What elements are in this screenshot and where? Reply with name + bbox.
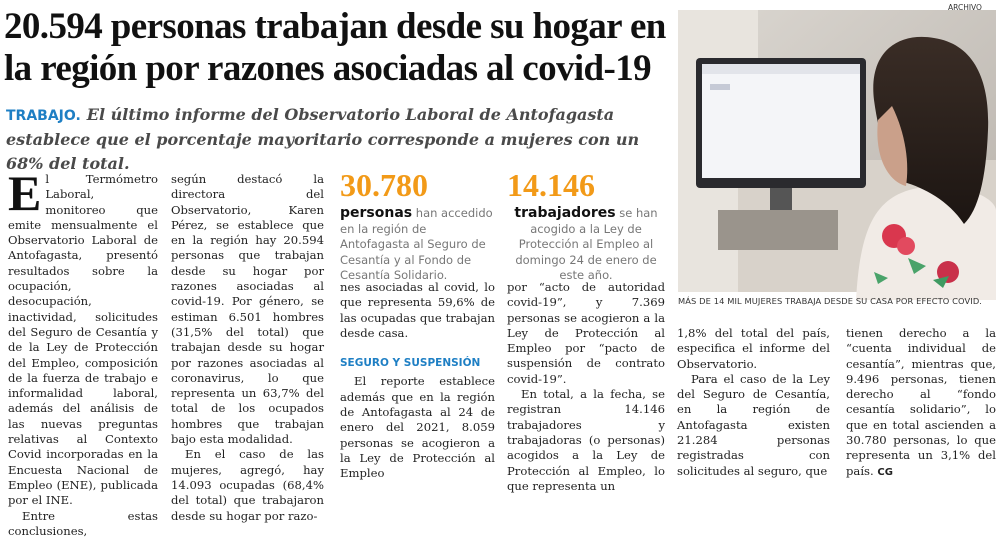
column-2-paragraph-2: En el caso de las mujeres, agregó, hay 14.093 ocupadas (68,4% del total) que trabajaron desde su hogar por razo- <box>171 447 324 523</box>
column-1-paragraph-1: l Termómetro Laboral, monitoreo que emite mensualmente el Observatorio Laboral de Antofagasta, presentó resultados sobre la ocupación, desocupación, inactividad, solicitudes del Seguro de Cesantía y de la Ley de Protección del Empleo, composición de la fuerza de trabajo e informalidad laboral, además del análisis de las nuevas preguntas relativas al Contexto Covid incorporadas en la Encuesta Nacional de Empleo (ENE), publicada por el INE. <box>8 172 158 508</box>
article-column-4 <box>507 280 665 494</box>
stat-text: se han acogido a la Ley de Protección al Empleo al domingo 24 de enero de este año. <box>515 206 658 282</box>
stat-description <box>340 206 496 284</box>
photo-caption: MÁS DE 14 MIL MUJERES TRABAJA DESDE SU CASA POR EFECTO COVID. <box>678 296 983 306</box>
article-column-5 <box>677 326 830 479</box>
column-4-paragraph-2: En total, a la fecha, se registran 14.146 trabajadores y trabajadoras (o personas) acogidos a la Ley de Protección al Empleo, lo que representa un <box>507 387 665 493</box>
article-photo <box>678 10 996 292</box>
stat-bold-label: trabajadores <box>514 205 616 221</box>
column-2-paragraph-1: según destacó la directora del Observatorio, Karen Pérez, se establece que en la región hay 20.594 personas que trabajan desde su hogar por razones asociadas al covid-19. Por género, se estiman 6.501 hombres (31,5% del total) que trabajan desde su hogar por razones asociadas al coronavirus, lo que representa un 63,7% del total de los ocupados hombres que trabajan bajo esta modalidad. <box>171 172 324 447</box>
stat-box-ley-proteccion <box>507 168 665 284</box>
stat-number: 30.780 <box>340 167 428 203</box>
stat-number: 14.146 <box>507 167 595 203</box>
column-4-paragraph-1: por “acto de autoridad covid-19”, y 7.369 personas se acogieron a la Ley de Protección al Empleo por “pacto de suspensión de contrato covid-19”. <box>507 280 665 386</box>
headline: 20.594 personas trabajan desde su hogar en la región por razones asociadas al covid-19 <box>4 6 666 89</box>
column-1-paragraph-2: Entre estas conclusiones, <box>8 508 158 538</box>
photo-credit: ARCHIVO <box>948 3 982 12</box>
article-column-1 <box>8 165 158 539</box>
stat-box-seguro-cesantia <box>340 168 496 284</box>
stat-description <box>507 206 665 284</box>
stat-text: han accedido en la región de Antofagasta al Seguro de Cesantía y al Fondo de Cesantía Solidario. <box>340 206 493 282</box>
drop-cap: E <box>8 165 42 221</box>
article-column-3 <box>340 280 495 482</box>
section-kicker: TRABAJO. <box>6 108 81 124</box>
end-mark: CG <box>877 466 893 478</box>
article-column-2 <box>171 172 324 524</box>
column-5-paragraph-1: 1,8% del total del país, especifica el informe del Observatorio. <box>677 326 830 371</box>
column-5-paragraph-2: Para el caso de la Ley del Seguro de Cesantía, en la región de Antofagasta existen 21.284 personas registradas con solicitudes al seguro, que <box>677 371 830 478</box>
column-6-paragraph-1: tienen derecho a la “cuenta individual de cesantía”, mientras que, 9.496 personas, tienen derecho al “fondo cesantía solidario”, lo que en total ascienden a 30.780 personas, lo que representa un 3,1% del país. <box>846 326 996 478</box>
lead-paragraph <box>6 103 668 176</box>
article-column-6 <box>846 326 996 480</box>
woman-at-computer-photo <box>678 10 996 292</box>
subheading-seguro-suspension: SEGURO Y SUSPENSIÓN <box>340 357 481 370</box>
stat-bold-label: personas <box>340 205 413 221</box>
column-3-paragraph-2: El reporte establece además que en la región de Antofagasta al 24 de enero del 2021, 8.059 personas se acogieron a la Ley de Protección al Empleo <box>340 374 495 481</box>
column-3-paragraph-1: nes asociadas al covid, lo que representa 59,6% de las ocupadas que trabajan desde casa. <box>340 280 495 340</box>
lead-text: El último informe del Observatorio Laboral de Antofagasta establece que el porcentaje mayoritario corresponde a mujeres con un 68% del total. <box>6 105 640 173</box>
